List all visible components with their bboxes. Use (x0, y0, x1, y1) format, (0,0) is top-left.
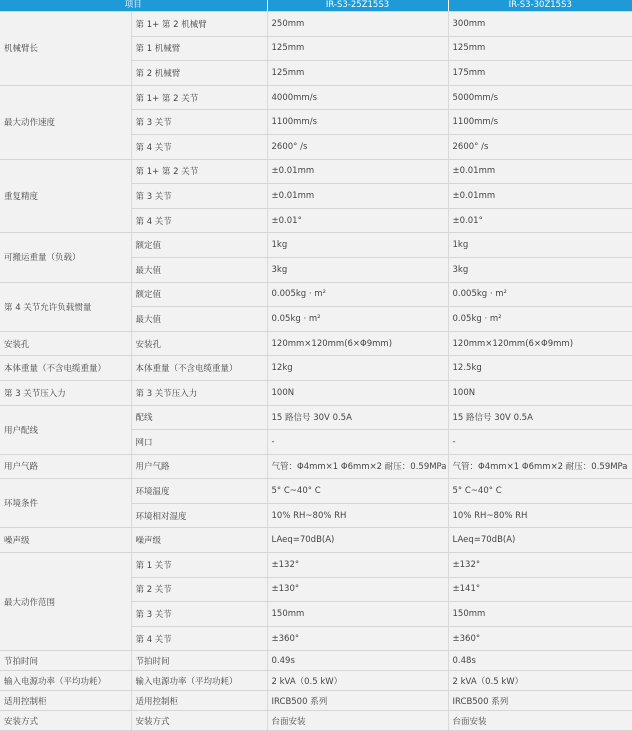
sub-label: 第 3 关节 (131, 184, 267, 209)
sub-label: 节拍时间 (131, 651, 267, 671)
group-label: 第 3 关节压入力 (0, 380, 131, 405)
value-model-b: 1100mm/s (448, 110, 632, 135)
sub-label: 第 4 关节 (131, 208, 267, 233)
group-label: 重复精度 (0, 159, 131, 233)
value-model-a: - (267, 430, 448, 455)
table-row (0, 651, 632, 671)
group-label: 用户配线 (0, 405, 131, 454)
value-model-a: 12kg (267, 356, 448, 381)
table-row (0, 282, 632, 307)
table-row (0, 711, 632, 731)
value-model-b: 2600° /s (448, 134, 632, 159)
sub-label: 第 1+ 第 2 机械臂 (131, 12, 267, 37)
group-label: 安装孔 (0, 331, 131, 356)
sub-label: 最大值 (131, 307, 267, 332)
value-model-a: ±0.01mm (267, 184, 448, 209)
table-row (0, 233, 632, 258)
group-label: 噪声级 (0, 528, 131, 553)
table-row (0, 85, 632, 110)
value-model-a: 5° C~40° C (267, 479, 448, 504)
sub-label: 配线 (131, 405, 267, 430)
sub-label: 本体重量（不含电缆重量） (131, 356, 267, 381)
value-model-a: 125mm (267, 61, 448, 86)
value-model-a: 0.005kg · m² (267, 282, 448, 307)
table-row (0, 671, 632, 691)
sub-label: 第 4 关节 (131, 626, 267, 651)
value-model-b: 120mm×120mm(6×Φ9mm) (448, 331, 632, 356)
sub-label: 噪声级 (131, 528, 267, 553)
sub-label: 输入电源功率（平均功耗） (131, 671, 267, 691)
table-row (0, 553, 632, 578)
value-model-a: ±0.01mm (267, 159, 448, 184)
value-model-b: ±0.01mm (448, 159, 632, 184)
value-model-a: ±0.01° (267, 208, 448, 233)
value-model-b: 100N (448, 380, 632, 405)
value-model-a: 10% RH~80% RH (267, 503, 448, 528)
value-model-b: 300mm (448, 12, 632, 37)
value-model-b: ±132° (448, 553, 632, 578)
group-label: 输入电源功率（平均功耗） (0, 671, 131, 691)
value-model-b: ±141° (448, 577, 632, 602)
value-model-b: 0.005kg · m² (448, 282, 632, 307)
sub-label: 环境温度 (131, 479, 267, 504)
value-model-a: ±360° (267, 626, 448, 651)
group-label: 最大动作范围 (0, 553, 131, 651)
group-label: 节拍时间 (0, 651, 131, 671)
value-model-b: 0.48s (448, 651, 632, 671)
sub-label: 第 1+ 第 2 关节 (131, 85, 267, 110)
sub-label: 安装方式 (131, 711, 267, 731)
group-label: 机械臂长 (0, 12, 131, 86)
value-model-b: 3kg (448, 257, 632, 282)
sub-label: 适用控制柜 (131, 691, 267, 711)
value-model-a: ±132° (267, 553, 448, 578)
sub-label: 第 3 关节 (131, 110, 267, 135)
table-row (0, 380, 632, 405)
sub-label: 第 2 机械臂 (131, 61, 267, 86)
sub-label: 用户气路 (131, 454, 267, 479)
value-model-b: - (448, 430, 632, 455)
value-model-a: IRCB500 系列 (267, 691, 448, 711)
table-row (0, 528, 632, 553)
value-model-b: 1kg (448, 233, 632, 258)
table-row (0, 331, 632, 356)
value-model-b: 5° C~40° C (448, 479, 632, 504)
sub-label: 安装孔 (131, 331, 267, 356)
value-model-a: 2 kVA（0.5 kW） (267, 671, 448, 691)
table-row (0, 691, 632, 711)
sub-label: 第 4 关节 (131, 134, 267, 159)
value-model-b: 2 kVA（0.5 kW） (448, 671, 632, 691)
sub-label: 第 3 关节压入力 (131, 380, 267, 405)
value-model-a: 2600° /s (267, 134, 448, 159)
group-label: 用户气路 (0, 454, 131, 479)
header-model-b: IR-S3-30Z15S3 (448, 0, 632, 12)
value-model-b: 0.05kg · m² (448, 307, 632, 332)
value-model-a: 250mm (267, 12, 448, 37)
group-label: 可搬运重量（负载） (0, 233, 131, 282)
header-row (0, 0, 632, 12)
sub-label: 第 1+ 第 2 关节 (131, 159, 267, 184)
sub-label: 环境相对湿度 (131, 503, 267, 528)
table-row (0, 454, 632, 479)
table-row (0, 405, 632, 430)
value-model-a: 120mm×120mm(6×Φ9mm) (267, 331, 448, 356)
value-model-b: 10% RH~80% RH (448, 503, 632, 528)
sub-label: 第 3 关节 (131, 602, 267, 627)
value-model-a: 1kg (267, 233, 448, 258)
value-model-b: ±0.01mm (448, 184, 632, 209)
sub-label: 第 1 机械臂 (131, 36, 267, 61)
value-model-a: 1100mm/s (267, 110, 448, 135)
group-label: 本体重量（不含电缆重量） (0, 356, 131, 381)
header-item: 项目 (0, 0, 267, 12)
value-model-a: 气管：Φ4mm×1 Φ6mm×2 耐压：0.59MPa (267, 454, 448, 479)
value-model-a: 125mm (267, 36, 448, 61)
sub-label: 网口 (131, 430, 267, 455)
value-model-a: ±130° (267, 577, 448, 602)
table-row (0, 479, 632, 504)
table-header (0, 0, 632, 12)
value-model-b: 12.5kg (448, 356, 632, 381)
sub-label: 第 2 关节 (131, 577, 267, 602)
value-model-a: 3kg (267, 257, 448, 282)
value-model-a: LAeq=70dB(A) (267, 528, 448, 553)
header-model-a: IR-S3-25Z15S3 (267, 0, 448, 12)
value-model-a: 15 路信号 30V 0.5A (267, 405, 448, 430)
value-model-a: 台面安装 (267, 711, 448, 731)
value-model-b: 125mm (448, 36, 632, 61)
sub-label: 第 1 关节 (131, 553, 267, 578)
value-model-a: 100N (267, 380, 448, 405)
value-model-a: 150mm (267, 602, 448, 627)
sub-label: 最大值 (131, 257, 267, 282)
value-model-b: 台面安装 (448, 711, 632, 731)
table-row (0, 12, 632, 37)
value-model-b: IRCB500 系列 (448, 691, 632, 711)
sub-label: 额定值 (131, 282, 267, 307)
value-model-b: ±360° (448, 626, 632, 651)
group-label: 最大动作速度 (0, 85, 131, 159)
value-model-b: 175mm (448, 61, 632, 86)
group-label: 环境条件 (0, 479, 131, 528)
group-label: 第 4 关节允许负载惯量 (0, 282, 131, 331)
value-model-b: 15 路信号 30V 0.5A (448, 405, 632, 430)
value-model-a: 0.05kg · m² (267, 307, 448, 332)
value-model-a: 4000mm/s (267, 85, 448, 110)
value-model-b: LAeq=70dB(A) (448, 528, 632, 553)
value-model-b: ±0.01° (448, 208, 632, 233)
table-row (0, 159, 632, 184)
value-model-b: 气管：Φ4mm×1 Φ6mm×2 耐压：0.59MPa (448, 454, 632, 479)
group-label: 安装方式 (0, 711, 131, 731)
table-row (0, 356, 632, 381)
table-body (0, 12, 632, 731)
value-model-a: 0.49s (267, 651, 448, 671)
value-model-b: 5000mm/s (448, 85, 632, 110)
group-label: 适用控制柜 (0, 691, 131, 711)
sub-label: 额定值 (131, 233, 267, 258)
value-model-b: 150mm (448, 602, 632, 627)
